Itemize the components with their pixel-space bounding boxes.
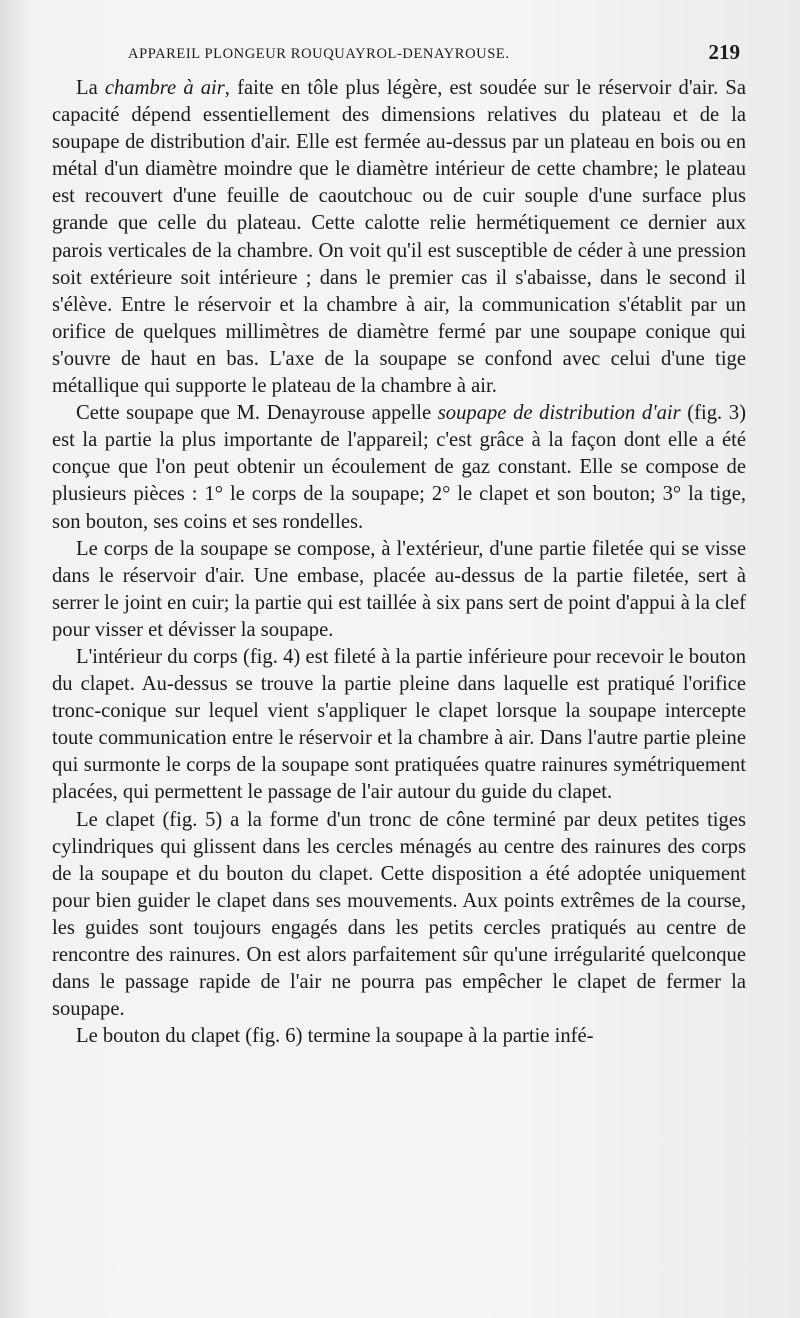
paragraph-clapet: Le clapet (fig. 5) a la forme d'un tronc de cône terminé par deux petites tiges cylindriques qui glissent dans les cercles ménagés au centre des rainures des corps de la soupape et du bouton du clapet. Cette disposition a été adoptée uniquement pour bien guider le clapet dans ses mouvements. Aux points extrêmes de la course, les guides sont toujours engagés dans les petits cercles pratiqués au centre de rencontre des rainures. On est alors parfaitement sûr qu'une irrégularité quelconque dans le passage rapide de l'air ne pourra pas empêcher le clapet de fermer la soupape. (52, 808, 746, 1021)
page-number: 219 (708, 40, 740, 64)
paragraph-text: Cette soupape que M. Denayrouse appelle (76, 402, 438, 425)
paragraph-text: La (76, 77, 105, 99)
paragraph-soupape-distribution (52, 400, 746, 535)
italic-term: chambre à air (104, 77, 225, 99)
italic-term: soupape de distribution d'air (437, 402, 681, 425)
paragraph-bouton-clapet: Le bouton du clapet (fig. 6) termine la soupape à la partie infé- (76, 1025, 594, 1048)
page-header (90, 42, 740, 72)
paragraph-text: , faite en tôle plus légère, est soudée sur le réservoir d'air. Sa capacité dépend essentiellement des dimensions relatives du plateau et de la soupape de distribution d'air. Elle est fermée au-dessus par un plateau en bois ou en métal d'un diamètre moindre que le diamètre intérieur de cette chambre; le plateau est recouvert d'une feuille de caoutchouc ou de cuir souple d'une surface plus grande que celle du plateau. Cette calotte relie hermétiquement ce dernier aux parois verticales de la chambre. On voit qu'il est susceptible de céder à une pression soit extérieure soit intérieure ; dans le premier cas il s'abaisse, dans le second il s'élève. Entre le réservoir et la chambre à air, la communication s'établit par un orifice de quelques millimètres de diamètre fermé par une soupape conique qui s'ouvre de haut en bas. L'axe de la soupape se confond avec celui d'une tige métallique qui supporte le plateau de la chambre à air. (52, 77, 747, 398)
paragraph-chambre-a-air (52, 75, 746, 400)
body-text (52, 75, 746, 1050)
paragraph-interieur-corps: L'intérieur du corps (fig. 4) est fileté à la partie inférieure pour recevoir le bouton du clapet. Au-dessus se trouve la partie pleine dans laquelle est pratiqué l'orifice tronc-conique sur lequel vient s'appliquer le clapet lorsque la soupape intercepte toute communication entre le réservoir et la chambre à air. Dans l'autre partie pleine qui surmonte le corps de la soupape sont pratiquées quatre rainures symétriquement placées, qui permettent le passage de l'air autour du guide du clapet. (52, 645, 746, 804)
running-head: APPAREIL PLONGEUR ROUQUAYROL-DENAYROUSE. (128, 46, 510, 62)
paragraph-text: (fig. 3) est la partie la plus importante de l'appareil; c'est grâce à la façon dont elle a été conçue que l'on peut obtenir un écoulement de gaz constant. Elle se compose de plusieurs pièces : 1° le corps de la soupape; 2° le clapet et son bouton; 3° la tige, son bouton, ses coins et ses rondelles. (52, 402, 746, 533)
paragraph-corps-soupape: Le corps de la soupape se compose, à l'extérieur, d'une partie filetée qui se visse dans le réservoir d'air. Une embase, placée au-dessus de la partie filetée, sert à serrer le joint en cuir; la partie qui est taillée à six pans sert de point d'appui à la clef pour visser et dévisser la soupape. (52, 537, 746, 641)
